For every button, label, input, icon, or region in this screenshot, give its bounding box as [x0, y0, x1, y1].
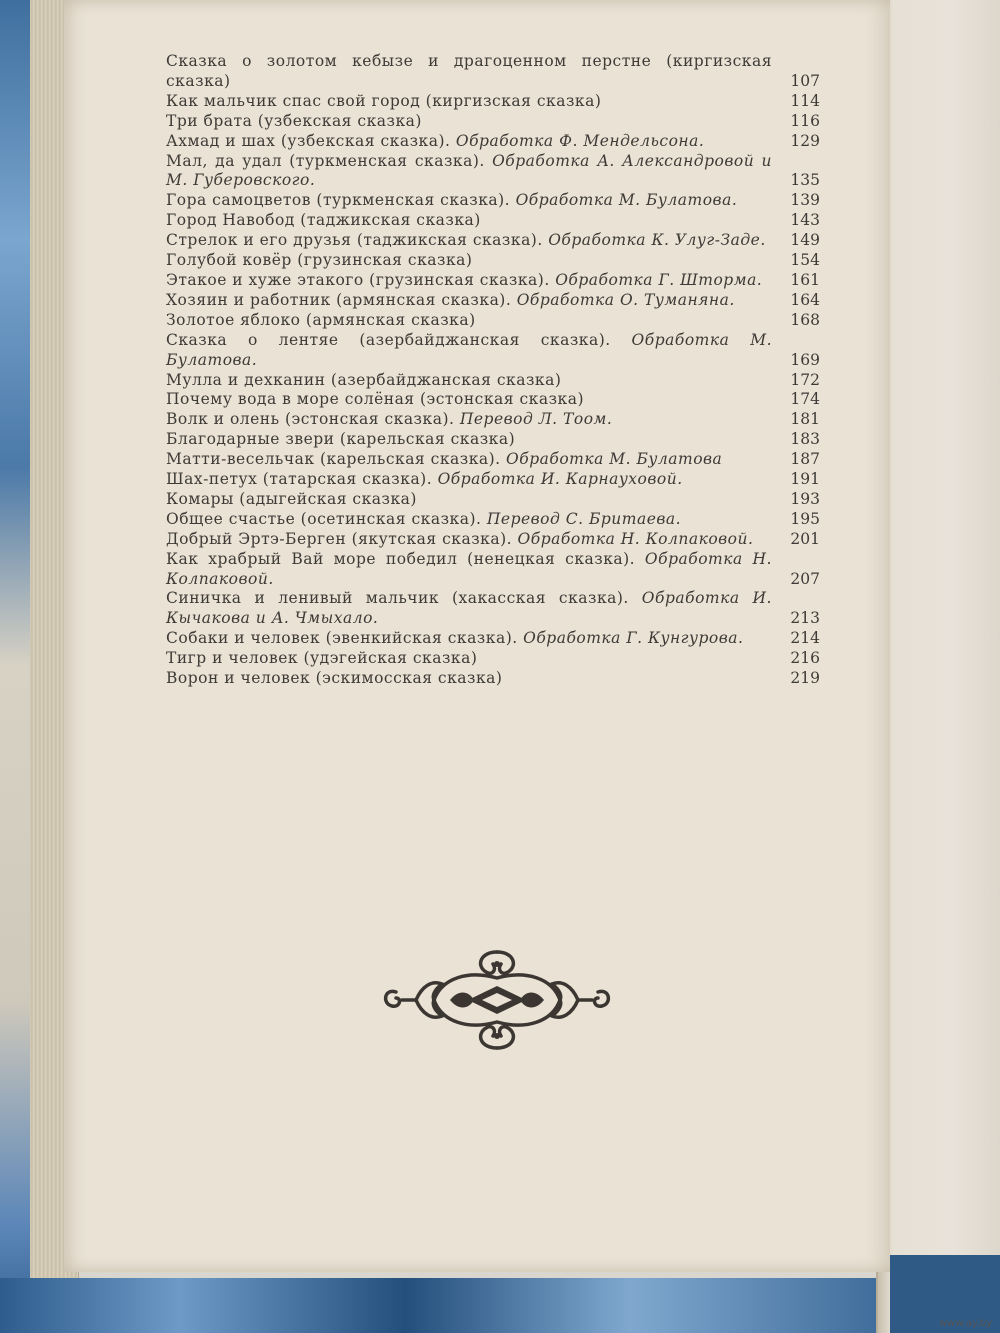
toc-entry-page-number: 143 [790, 211, 820, 230]
toc-entry-text [166, 629, 780, 649]
next-page-leaf [876, 0, 1000, 1333]
toc-entry-credit: Перевод С. Бритаева. [486, 509, 682, 528]
toc-entry-title: Синичка и ленивый мальчик (хакасская сказка). [166, 589, 629, 608]
toc-entry-title: Сказка о лентяе (азербайджанская сказка). [166, 330, 611, 349]
toc-entry [166, 410, 820, 430]
toc-entry-page-number: 161 [790, 270, 820, 289]
toc-entry [166, 470, 820, 490]
toc-entry-text [166, 410, 780, 430]
toc-entry-credit: Обработка Г. Кунгурова. [523, 629, 744, 648]
toc-entry-title: Три брата (узбекская сказка) [166, 111, 422, 130]
toc-entry-title: Комары (адыгейская сказка) [166, 489, 417, 508]
toc-entry [166, 311, 820, 331]
toc-entry-text [166, 211, 780, 231]
toc-entry-text [166, 430, 780, 450]
toc-entry-page-number: 169 [790, 350, 820, 369]
toc-entry-text [166, 470, 780, 490]
toc-entry-credit: Обработка М. Булатова. [515, 191, 738, 210]
toc-entry-title: Этакое и хуже этакого (грузинская сказка). [166, 270, 550, 289]
toc-entry [166, 251, 820, 271]
toc-entry-title: Собаки и человек (эвенкийская сказка). [166, 629, 518, 648]
toc-entry-title: Почему вода в море солёная (эстонская сказка) [166, 390, 585, 409]
toc-entry-text [166, 550, 780, 590]
toc-entry-text [166, 510, 780, 530]
toc-entry-page-number: 187 [790, 450, 820, 469]
toc-entry-page-number: 195 [790, 509, 820, 528]
toc-entry [166, 211, 820, 231]
toc-entry [166, 649, 820, 669]
toc-entry-page-number: 116 [790, 111, 820, 130]
toc-entry [166, 112, 820, 132]
book-cover-bottom [0, 1278, 900, 1333]
toc-entry [166, 550, 820, 590]
toc-entry-text [166, 331, 780, 371]
toc-entry-text [166, 649, 780, 669]
toc-entry-text [166, 152, 780, 192]
toc-entry-page-number: 216 [790, 649, 820, 668]
toc-entry-page-number: 154 [790, 251, 820, 270]
toc-entry-title: Голубой ковёр (грузинская сказка) [166, 251, 473, 270]
toc-entry [166, 629, 820, 649]
toc-entry [166, 530, 820, 550]
toc-entry-title: Хозяин и работник (армянская сказка). [166, 290, 512, 309]
toc-entry-title: Золотое яблоко (армянская сказка) [166, 310, 476, 329]
toc-entry-title: Тигр и человек (удэгейская сказка) [166, 649, 478, 668]
toc-entry-title: Матти-весельчак (карельская сказка). [166, 450, 501, 469]
toc-entry-page-number: 129 [790, 131, 820, 150]
toc-entry [166, 271, 820, 291]
toc-entry-page-number: 213 [790, 609, 820, 628]
toc-entry-title: Город Навобод (таджикская сказка) [166, 211, 481, 230]
toc-entry-page-number: 107 [790, 71, 820, 90]
toc-entry-title: Волк и олень (эстонская сказка). [166, 410, 455, 429]
toc-entry-title: Сказка о золотом кебызе и драгоценном перстне (киргизская сказка) [166, 52, 772, 90]
toc-entry [166, 510, 820, 530]
toc-entry [166, 291, 820, 311]
toc-entry-page-number: 181 [790, 410, 820, 429]
toc-entry [166, 152, 820, 192]
toc-entry [166, 231, 820, 251]
toc-entry-page-number: 135 [790, 171, 820, 190]
toc-entry-page-number: 191 [790, 470, 820, 489]
toc-entry [166, 589, 820, 629]
toc-entry-page-number: 114 [790, 91, 820, 110]
toc-entry-page-number: 168 [790, 310, 820, 329]
toc-entry [166, 669, 820, 689]
toc-entry [166, 450, 820, 470]
toc-entry-credit: Обработка Г. Шторма. [555, 270, 763, 289]
toc-entry-page-number: 201 [790, 529, 820, 548]
toc-entry-text [166, 311, 780, 331]
ornament-icon [376, 944, 618, 1056]
toc-entry-credit: Обработка К. Улуг-Заде. [548, 231, 766, 250]
toc-entry [166, 52, 820, 92]
toc-entry-text [166, 291, 780, 311]
toc-entry-credit: Обработка Н. Колпаковой. [517, 529, 754, 548]
toc-entry-title: Как мальчик спас свой город (киргизская сказка) [166, 91, 602, 110]
toc-entry [166, 132, 820, 152]
toc-entry-title: Стрелок и его друзья (таджикская сказка). [166, 231, 543, 250]
toc-entry-page-number: 183 [790, 430, 820, 449]
toc-entry-page-number: 214 [790, 629, 820, 648]
toc-entry-text [166, 490, 780, 510]
table-of-contents [166, 52, 820, 689]
toc-entry-credit: Перевод Л. Тоом. [459, 410, 613, 429]
toc-entry-text [166, 251, 780, 271]
toc-entry-text [166, 112, 780, 132]
toc-entry-title: Мал, да удал (туркменская сказка). [166, 151, 485, 170]
toc-entry-credit: Обработка О. Туманяна. [516, 290, 735, 309]
toc-entry-credit: Обработка И. Карнауховой. [437, 470, 683, 489]
toc-entry-page-number: 172 [790, 370, 820, 389]
toc-entry-credit: Обработка М. Булатова [506, 450, 723, 469]
toc-entry-page-number: 219 [790, 669, 820, 688]
toc-entry-page-number: 193 [790, 489, 820, 508]
toc-entry-text [166, 371, 780, 391]
toc-entry-title: Мулла и дехканин (азербайджанская сказка) [166, 370, 562, 389]
toc-entry-text [166, 589, 780, 629]
toc-entry-title: Гора самоцветов (туркменская сказка). [166, 191, 511, 210]
toc-entry [166, 371, 820, 391]
toc-entry-text [166, 271, 780, 291]
toc-entry [166, 331, 820, 371]
toc-entry-title: Ворон и человек (эскимосская сказка) [166, 669, 503, 688]
toc-entry-credit: Обработка А. Александровой и М. Губеровского. [166, 151, 772, 190]
toc-entry-title: Общее счастье (осетинская сказка). [166, 509, 482, 528]
toc-entry-text [166, 231, 780, 251]
toc-entry-text [166, 92, 780, 112]
toc-entry [166, 490, 820, 510]
toc-entry-credit: Обработка И. Кычакова и А. Чмыхало. [166, 589, 772, 628]
toc-entry-page-number: 207 [790, 569, 820, 588]
toc-entry-title: Как храбрый Вай море победил (ненецкая сказка). [166, 549, 636, 568]
toc-entry-title: Шах-петух (татарская сказка). [166, 470, 433, 489]
toc-entry-page-number: 149 [790, 231, 820, 250]
toc-entry-text [166, 530, 780, 550]
toc-entry [166, 390, 820, 410]
toc-entry-page-number: 174 [790, 390, 820, 409]
toc-entry-text [166, 669, 780, 689]
toc-entry-title: Ахмад и шах (узбекская сказка). [166, 131, 451, 150]
toc-entry-text [166, 52, 780, 92]
toc-entry [166, 92, 820, 112]
toc-entry-text [166, 450, 780, 470]
toc-entry-credit: Обработка Ф. Мендельсона. [455, 131, 705, 150]
toc-entry-title: Благодарные звери (карельская сказка) [166, 430, 516, 449]
toc-entry-text [166, 132, 780, 152]
toc-entry-title: Добрый Эртэ-Берген (якутская сказка). [166, 529, 513, 548]
toc-entry-credit: Обработка М. Булатова. [166, 330, 772, 369]
toc-entry [166, 191, 820, 211]
toc-entry-text [166, 390, 780, 410]
toc-entry [166, 430, 820, 450]
toc-entry-page-number: 139 [790, 191, 820, 210]
watermark: www.ay.by [939, 1318, 992, 1329]
toc-entry-credit: Обработка Н. Колпаковой. [166, 549, 772, 588]
toc-entry-text [166, 191, 780, 211]
toc-entry-page-number: 164 [790, 290, 820, 309]
